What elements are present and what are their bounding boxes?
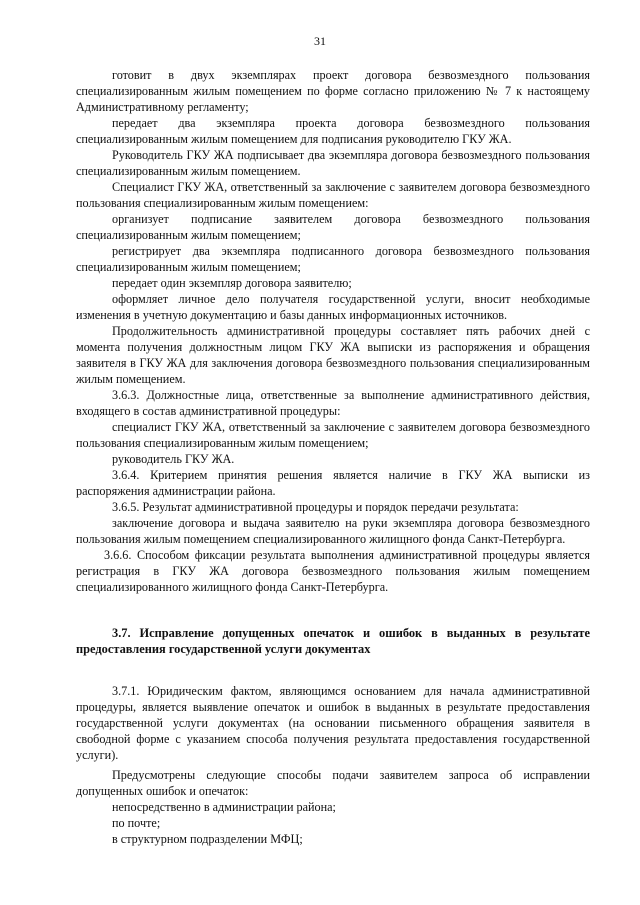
paragraph: специалист ГКУ ЖА, ответственный за заключение с заявителем договора безвозмездного пользования специализированным жилым помещением;: [76, 420, 590, 450]
paragraph: заключение договора и выдача заявителю на руки экземпляра договора безвозмездного пользования жилым помещением специализированного жилищного фонда Санкт-Петербурга.: [76, 516, 590, 546]
paragraph: руководитель ГКУ ЖА.: [112, 452, 235, 466]
paragraph: 3.6.4. Критерием принятия решения является наличие в ГКУ ЖА выписки из распоряжения администрации района.: [76, 468, 590, 498]
section-heading: 3.7. Исправление допущенных опечаток и ошибок в выданных в результате предоставления государственной услуги документах: [76, 626, 590, 656]
paragraph: готовит в двух экземплярах проект договора безвозмездного пользования специализированным жилым помещением по форме согласно приложению № 7 к настоящему Административному регламенту;: [76, 68, 590, 114]
document-body: [76, 67, 590, 847]
list-item: непосредственно в администрации района;: [112, 800, 336, 814]
page-number: 31: [314, 34, 326, 48]
paragraph: передает два экземпляра проекта договора безвозмездного пользования специализированным жилым помещением для подписания руководителю ГКУ ЖА.: [76, 116, 590, 146]
paragraph: 3.6.6. Способом фиксации результата выполнения административной процедуры является регистрация в ГКУ ЖА договора безвозмездного пользования жилым помещением специализированного жилищного фонда Санкт-Петербурга.: [76, 548, 590, 594]
paragraph: Руководитель ГКУ ЖА подписывает два экземпляра договора безвозмездного пользования специализированным жилым помещением.: [76, 148, 590, 178]
paragraph: Продолжительность административной процедуры составляет пять рабочих дней с момента получения должностным лицом ГКУ ЖА выписки из распоряжения и обращения заявителя в ГКУ ЖА для заключения договора безвозмездного пользования специализированным жилым помещением.: [76, 324, 590, 386]
paragraph: Предусмотрены следующие способы подачи заявителем запроса об исправлении допущенных ошибок и опечаток:: [76, 768, 590, 798]
paragraph: 3.6.5. Результат административной процедуры и порядок передачи результата:: [112, 500, 519, 514]
paragraph: 3.7.1. Юридическим фактом, являющимся основанием для начала административной процедуры, является выявление опечаток и ошибок в выданных в результате предоставления государственной услуги документах (на основании письменного обращения заявителя в свободной форме с указанием способа получения результата предоставления государственной услуги).: [76, 684, 590, 762]
paragraph: 3.6.3. Должностные лица, ответственные за выполнение административного действия, входящего в состав административной процедуры:: [76, 388, 590, 418]
paragraph: Специалист ГКУ ЖА, ответственный за заключение с заявителем договора безвозмездного пользования специализированным жилым помещением:: [76, 180, 590, 210]
paragraph: оформляет личное дело получателя государственной услуги, вносит необходимые изменения в учетную документацию и базы данных информационных источников.: [76, 292, 590, 322]
paragraph: передает один экземпляр договора заявителю;: [112, 276, 352, 290]
paragraph: регистрирует два экземпляра подписанного договора безвозмездного пользования специализированным жилым помещением;: [76, 244, 590, 274]
list-item: в структурном подразделении МФЦ;: [112, 832, 303, 846]
list-item: по почте;: [112, 816, 161, 830]
paragraph: организует подписание заявителем договора безвозмездного пользования специализированным жилым помещением;: [76, 212, 590, 242]
spacer: [76, 657, 590, 683]
